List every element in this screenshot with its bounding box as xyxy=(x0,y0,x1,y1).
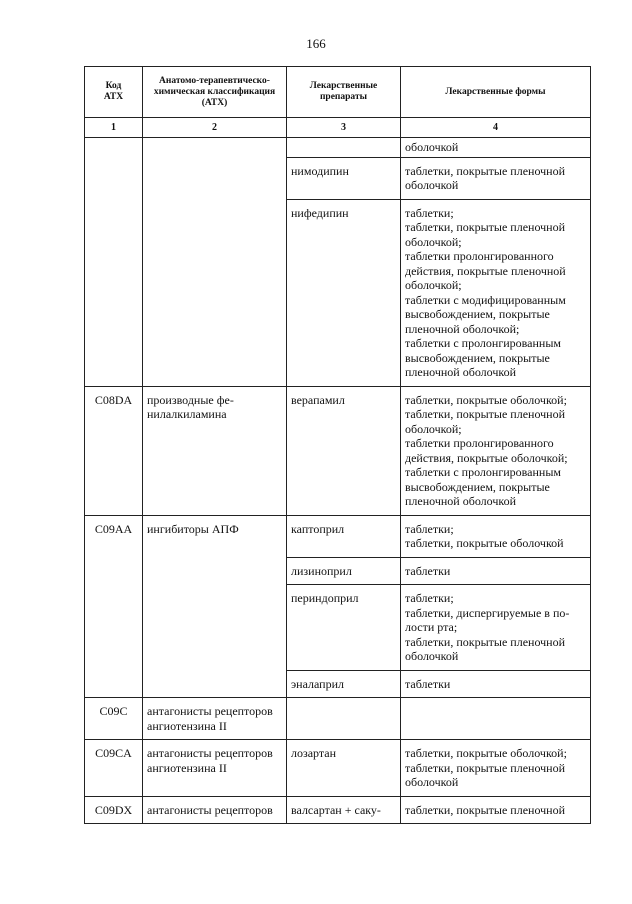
code-cell: C09C xyxy=(85,698,143,740)
drug-cell xyxy=(287,138,401,158)
drug-cell xyxy=(287,698,401,740)
drug-cell: каптоприл xyxy=(287,515,401,557)
forms-cell: таблетки, покрытые пленочной xyxy=(401,796,591,824)
drug-cell: периндоприл xyxy=(287,585,401,671)
forms-cell: таблетки; таблетки, диспергируемые в по- лости рта; таблетки, покрытые пленочной оболочкой xyxy=(401,585,591,671)
table-row xyxy=(85,138,591,158)
column-number: 1 xyxy=(85,118,143,138)
code-cell: C09DX xyxy=(85,796,143,824)
header-code: Код АТХ xyxy=(85,67,143,118)
code-cell: C08DA xyxy=(85,386,143,515)
code-cell: C09CA xyxy=(85,740,143,797)
drug-cell: валсартан + саку- xyxy=(287,796,401,824)
header-drugs: Лекарственные препараты xyxy=(287,67,401,118)
forms-cell: таблетки; таблетки, покрытые пленочной оболочкой; таблетки пролонгированного действия, покрытые пленочной оболочкой; таблетки с модифицированным высвобождением, покрытые пленочной оболочкой; таблетки с пролонгированным высвобождением, покрытые пленочной оболочкой xyxy=(401,199,591,386)
column-number: 4 xyxy=(401,118,591,138)
header-forms: Лекарственные формы xyxy=(401,67,591,118)
table-row xyxy=(85,796,591,824)
forms-cell: оболочкой xyxy=(401,138,591,158)
forms-cell: таблетки, покрытые пленочной оболочкой xyxy=(401,157,591,199)
classification-cell: производные фе- нилалкиламина xyxy=(143,386,287,515)
forms-cell: таблетки; таблетки, покрытые оболочкой xyxy=(401,515,591,557)
forms-cell: таблетки xyxy=(401,557,591,585)
classification-cell: антагонисты рецепторов ангиотензина II xyxy=(143,698,287,740)
drug-cell: верапамил xyxy=(287,386,401,515)
page-number: 166 xyxy=(306,36,326,51)
header-classification: Анатомо-терапевтическо- химическая классификация (АТХ) xyxy=(143,67,287,118)
classification-cell: антагонисты рецепторов xyxy=(143,796,287,824)
column-number-row xyxy=(85,118,591,138)
drug-cell: лизиноприл xyxy=(287,557,401,585)
classification-cell xyxy=(143,138,287,387)
forms-cell xyxy=(401,698,591,740)
column-number: 2 xyxy=(143,118,287,138)
forms-cell: таблетки xyxy=(401,670,591,698)
table-row xyxy=(85,515,591,557)
column-number: 3 xyxy=(287,118,401,138)
drug-cell: эналаприл xyxy=(287,670,401,698)
classification-cell: ингибиторы АПФ xyxy=(143,515,287,698)
forms-cell: таблетки, покрытые оболочкой; таблетки, покрытые пленочной оболочкой xyxy=(401,740,591,797)
drug-cell: нифедипин xyxy=(287,199,401,386)
table-row xyxy=(85,740,591,797)
table-row xyxy=(85,386,591,515)
forms-cell: таблетки, покрытые оболочкой; таблетки, покрытые пленочной оболочкой; таблетки пролонгированного действия, покрытые оболочкой; таблетки с пролонгированным высвобождением, покрытые пленочной оболочкой xyxy=(401,386,591,515)
code-cell xyxy=(85,138,143,387)
drug-cell: лозартан xyxy=(287,740,401,797)
drug-cell: нимодипин xyxy=(287,157,401,199)
atc-drug-table xyxy=(84,66,591,824)
table-row xyxy=(85,698,591,740)
code-cell: C09AA xyxy=(85,515,143,698)
classification-cell: антагонисты рецепторов ангиотензина II xyxy=(143,740,287,797)
table-header-row xyxy=(85,67,591,118)
